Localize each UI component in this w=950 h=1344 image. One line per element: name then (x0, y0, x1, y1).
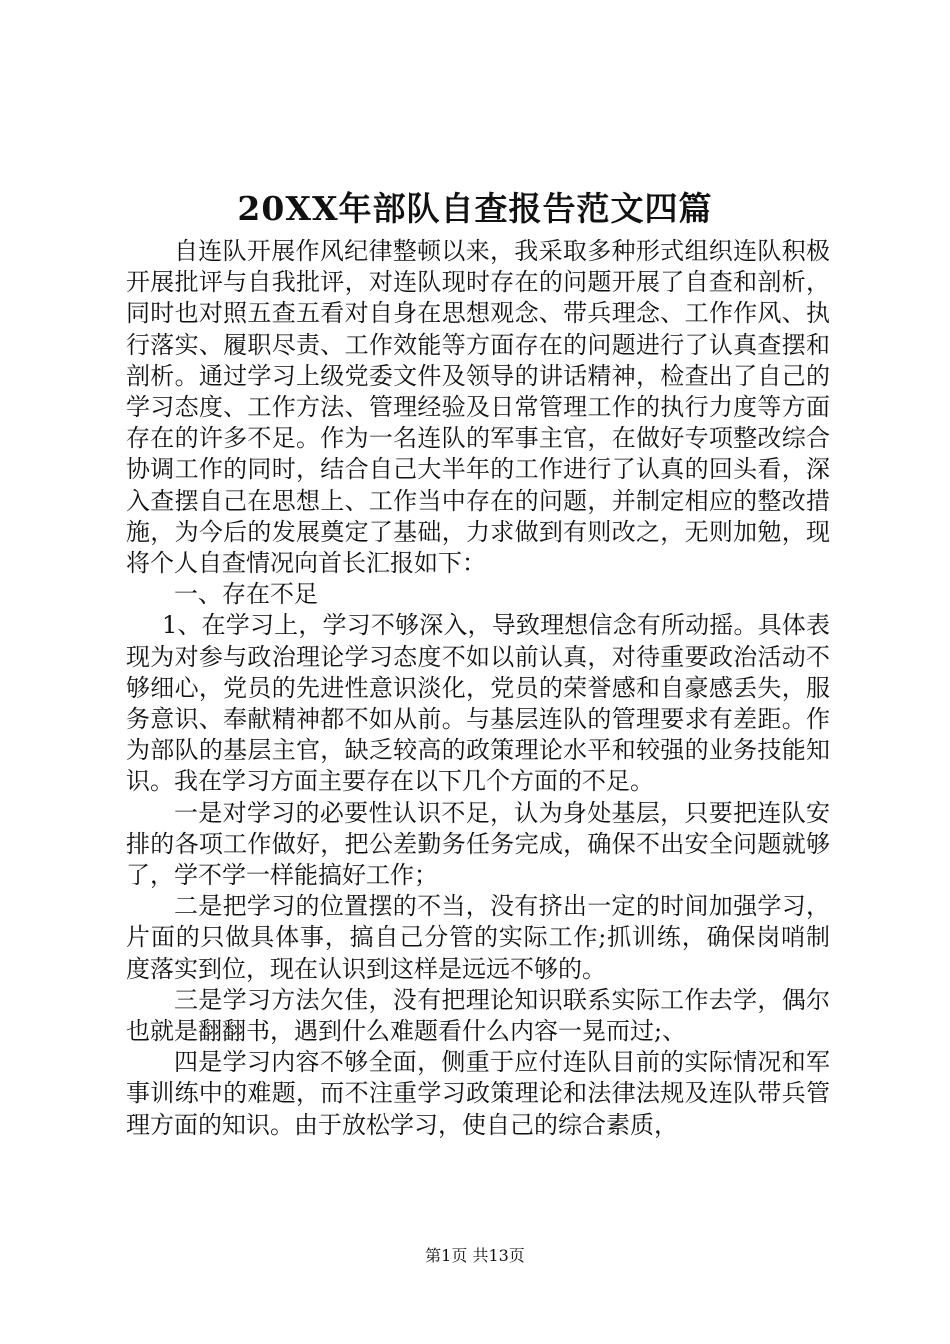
paragraph-item-one: 一是对学习的必要性认识不足，认为身处基层，只要把连队安排的各项工作做好，把公差勤务任务完成，确保不出安全问题就够了，学不学一样能搞好工作； (126, 798, 830, 890)
paragraph-item-three: 三是学习方法欠佳，没有把理论知识联系实际工作去学，偶尔也就是翻翻书，遇到什么难题看什么内容一晃而过;、 (126, 985, 830, 1046)
paragraph-item-two: 二是把学习的位置摆的不当，没有挤出一定的时间加强学习，片面的只做具体事，搞自己分管的实际工作;抓训练，确保岗哨制度落实到位，现在认识到这样是远远不够的。 (126, 892, 830, 983)
paragraph-item-four: 四是学习内容不够全面，侧重于应付连队目前的实际情况和军事训练中的难题，而不注重学习政策理论和法律法规及连队带兵管理方面的知识。由于放松学习，使自己的综合素质， (126, 1048, 830, 1139)
document-title: 20XX年部队自查报告范文四篇 (237, 189, 713, 228)
paragraph-intro: 自连队开展作风纪律整顿以来，我采取多种形式组织连队积极开展批评与自我批评，对连队现时存在的问题开展了自查和剖析，同时也对照五查五看对自身在思想观念、带兵理念、工作作风、执行落实、履职尽责、工作效能等方面存在的问题进行了认真查摆和剖析。通过学习上级党委文件及领导的讲话精神，检查出了自己的学习态度、工作方法、管理经验及日常管理工作的执行力度等方面存在的许多不足。作为一名连队的军事主官，在做好专项整改综合协调工作的同时，结合自己大半年的工作进行了认真的回头看，深入查摆自己在思想上、工作当中存在的问题，并制定相应的整改措施，为今后的发展奠定了基础，力求做到有则改之，无则加勉，现将个人自查情况向首长汇报如下： (126, 237, 830, 578)
page-number-footer: 第1页 共13页 (425, 1246, 525, 1265)
document-body (126, 236, 830, 1141)
paragraph-point-1: 1、在学习上，学习不够深入，导致理想信念有所动摇。具体表现为对参与政治理论学习态度不如以前认真，对待重要政治活动不够细心，党员的先进性意识淡化，党员的荣誉感和自豪感丢失，服务意识、奉献精神都不如从前。与基层连队的管理要求有差距。作为部队的基层主官，缺乏较高的政策理论水平和较强的业务技能知识。我在学习方面主要存在以下几个方面的不足。 (126, 611, 830, 796)
section-heading: 一、存在不足 (174, 580, 318, 609)
